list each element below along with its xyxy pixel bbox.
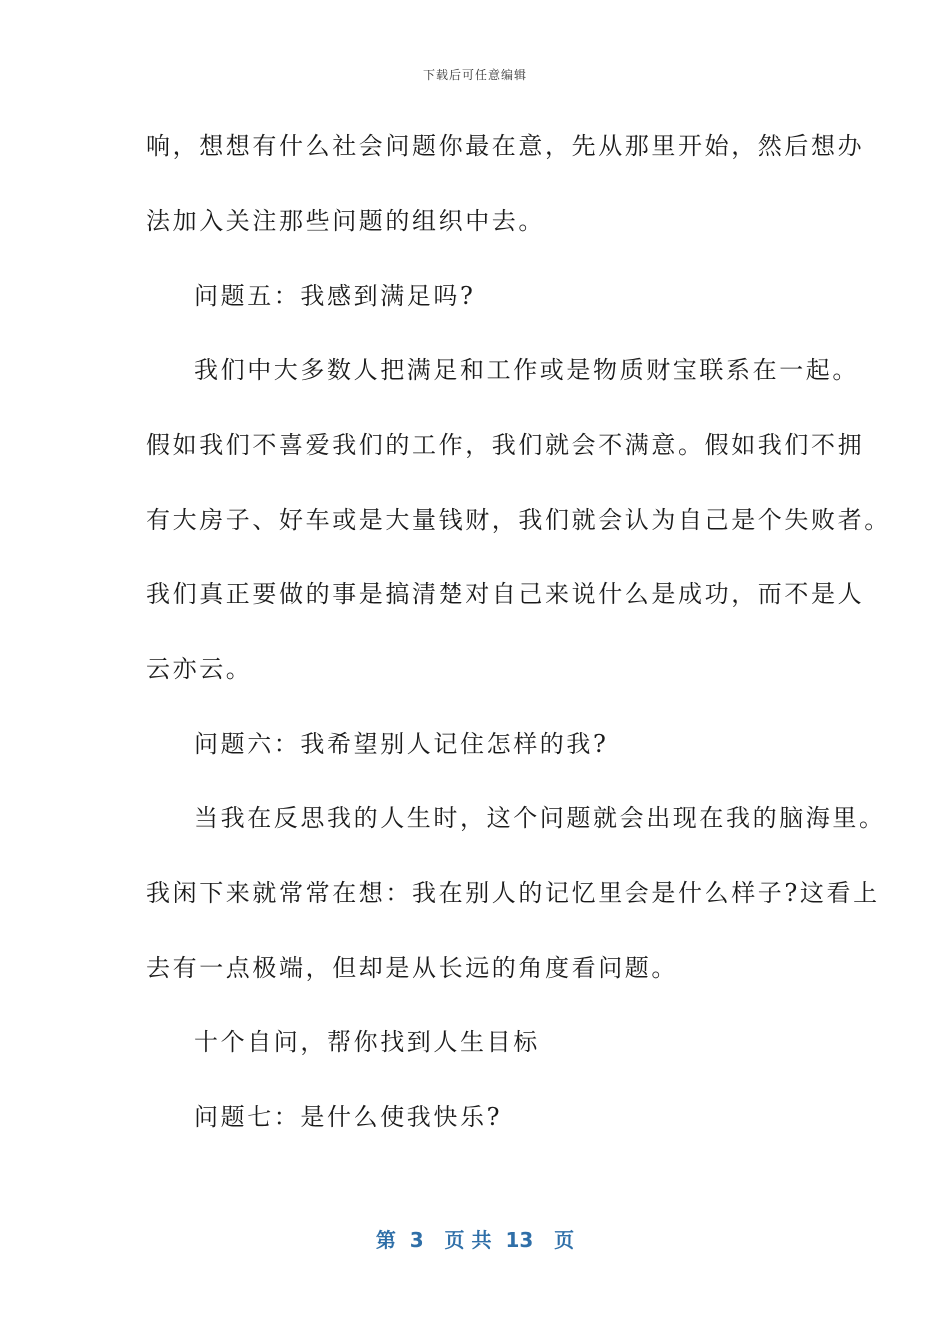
body-line: 我闲下来就常常在想：我在别人的记忆里会是什么样子?这看上: [146, 879, 880, 907]
page-number-footer: 第 3 页 共 13 页: [375, 1228, 575, 1252]
paragraph-start: 我们中大多数人把满足和工作或是物质财宝联系在一起。: [194, 356, 859, 384]
section-heading: 问题七：是什么使我快乐?: [194, 1103, 503, 1131]
body-line: 云亦云。: [146, 655, 253, 683]
body-line: 去有一点极端，但却是从长远的角度看问题。: [146, 954, 678, 982]
section-heading: 问题六：我希望别人记住怎样的我?: [194, 730, 609, 758]
body-line: 我们真正要做的事是搞清楚对自己来说什么是成功，而不是人: [146, 580, 865, 608]
body-line: 法加入关注那些问题的组织中去。: [146, 207, 545, 235]
body-line: 假如我们不喜爱我们的工作，我们就会不满意。假如我们不拥: [146, 431, 865, 459]
paragraph-start: 当我在反思我的人生时，这个问题就会出现在我的脑海里。: [194, 804, 886, 832]
section-heading: 问题五：我感到满足吗?: [194, 282, 476, 310]
body-line: 有大房子、好车或是大量钱财，我们就会认为自己是个失败者。: [146, 506, 891, 534]
body-line: 响，想想有什么社会问题你最在意，先从那里开始，然后想办: [146, 132, 865, 160]
header-note: 下载后可任意编辑: [422, 68, 527, 82]
section-heading: 十个自问，帮你找到人生目标: [194, 1028, 540, 1056]
